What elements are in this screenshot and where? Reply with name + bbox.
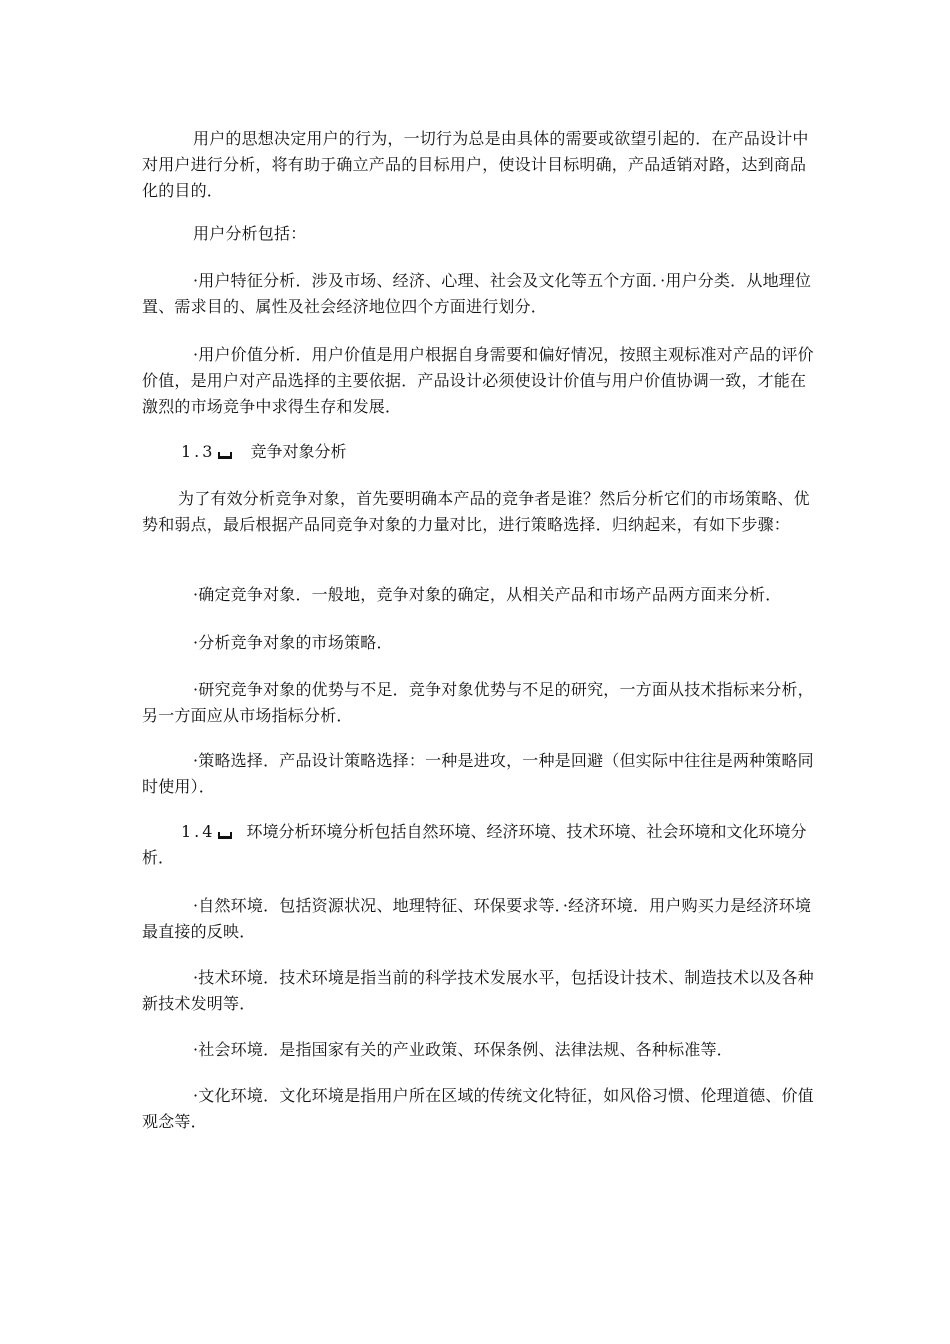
section-marker-icon bbox=[218, 452, 232, 459]
paragraph-user-behavior: 用户的思想决定用户的行为，一切行为总是由具体的需要或欲望引起的．在产品设计中对用户进行分析，将有助于确立产品的目标用户，使设计目标明确，产品适销对路，达到商品化的目的． bbox=[142, 129, 809, 200]
paragraph-competitor-strategy: ·分析竞争对象的市场策略． bbox=[193, 633, 393, 652]
paragraph-user-value: ·用户价值分析．用户价值是用户根据自身需要和偏好情况，按照主观标准对产品的评价价值，是用户对产品选择的主要依据．产品设计必须使设计价值与用户价值协调一致，才能在激烈的市场竞争中求得生存和发展． bbox=[142, 345, 814, 416]
paragraph-user-analysis-intro: 用户分析包括： bbox=[193, 224, 307, 243]
paragraph-user-characteristics: ·用户特征分析．涉及市场、经济、心理、社会及文化等五个方面．·用户分类．从地理位置、需求目的、属性及社会经济地位四个方面进行划分． bbox=[142, 271, 812, 316]
paragraph-cultural-environment: ·文化环境．文化环境是指用户所在区域的传统文化特征，如风俗习惯、伦理道德、价值观念等． bbox=[142, 1086, 814, 1131]
paragraph-determine-competitor: ·确定竞争对象．一般地，竞争对象的确定，从相关产品和市场产品两方面来分析． bbox=[193, 585, 782, 604]
section-heading-1-3 bbox=[181, 439, 346, 465]
paragraph-strategy-selection: ·策略选择．产品设计策略选择：一种是进攻，一种是回避（但实际中往往是两种策略同时使用）． bbox=[142, 751, 814, 796]
section-title: 竞争对象分析 bbox=[250, 442, 347, 461]
section-marker-icon bbox=[218, 832, 232, 839]
section-heading-1-4 bbox=[142, 819, 814, 871]
paragraph-competitor-strengths: ·研究竞争对象的优势与不足．竞争对象优势与不足的研究，一方面从技术指标来分析，另一方面应从市场指标分析． bbox=[142, 680, 814, 725]
section-number: 1.4 bbox=[181, 822, 216, 841]
paragraph-technical-environment: ·技术环境．技术环境是指当前的科学技术发展水平，包括设计技术、制造技术以及各种新技术发明等． bbox=[142, 968, 814, 1013]
paragraph-competition-intro: 为了有效分析竞争对象，首先要明确本产品的竞争者是谁？然后分析它们的市场策略、优势和弱点，最后根据产品同竞争对象的力量对比，进行策略选择．归纳起来，有如下步骤： bbox=[142, 489, 810, 534]
paragraph-social-environment: ·社会环境．是指国家有关的产业政策、环保条例、法律法规、各种标准等． bbox=[193, 1040, 733, 1059]
section-title: 环境分析环境分析包括自然环境、经济环境、技术环境、社会环境和文化环境分析． bbox=[142, 822, 807, 867]
paragraph-natural-environment: ·自然环境．包括资源状况、地理特征、环保要求等．·经济环境．用户购买力是经济环境最直接的反映． bbox=[142, 896, 812, 941]
section-number: 1.3 bbox=[181, 442, 216, 461]
